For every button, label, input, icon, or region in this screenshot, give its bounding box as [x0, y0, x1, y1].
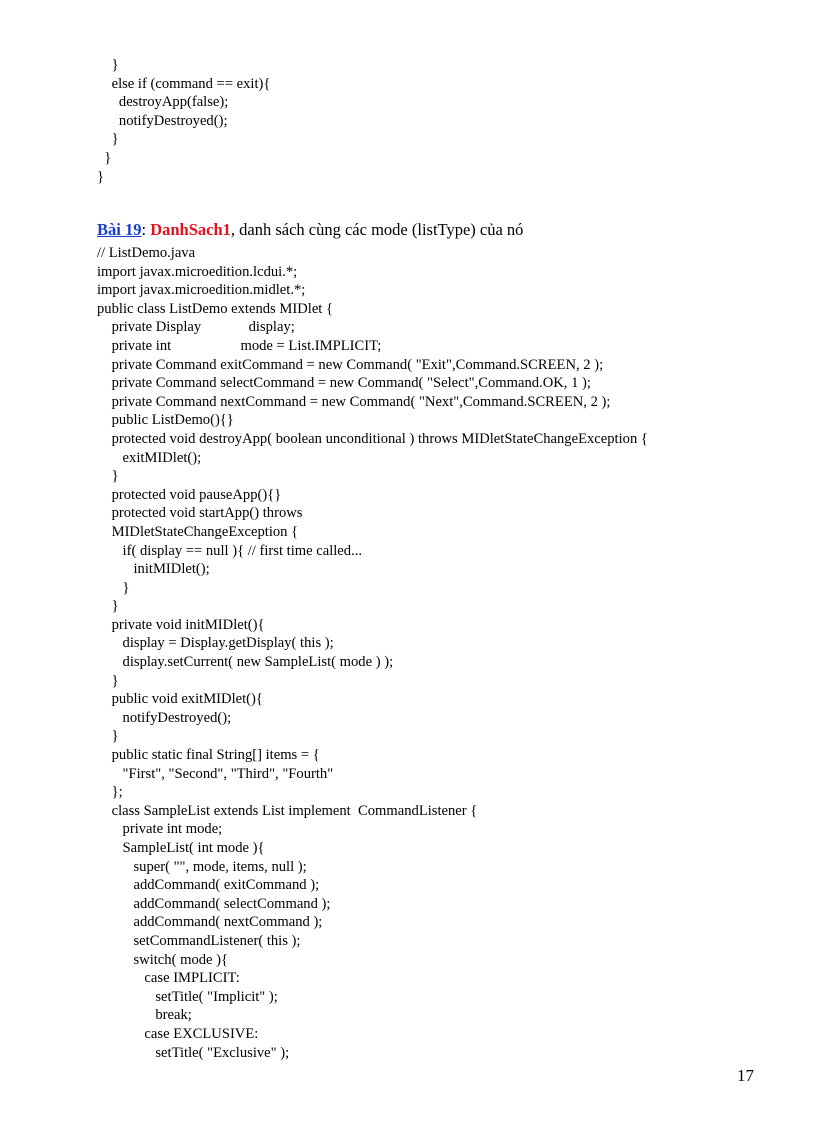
code-line: public class ListDemo extends MIDlet {: [97, 300, 334, 317]
code-line: import javax.microedition.lcdui.*;: [97, 263, 298, 280]
code-line: public ListDemo(){}: [97, 412, 234, 429]
exercise-number-link[interactable]: Bài 19: [97, 220, 142, 239]
code-line: exitMIDlet();: [97, 449, 202, 466]
page-number: 17: [737, 1066, 754, 1085]
code-line: }: [97, 131, 119, 148]
code-line: class SampleList extends List implement CommandListener {: [97, 802, 478, 819]
code-line: else if (command == exit){: [97, 75, 271, 92]
code-line: addCommand( exitCommand );: [97, 877, 320, 894]
code-line: public void exitMIDlet(){: [97, 691, 263, 708]
exercise-description: , danh sách cùng các mode (listType) của nó: [230, 220, 524, 239]
code-line: case IMPLICIT:: [97, 970, 240, 987]
code-line: }: [97, 57, 119, 73]
code-line: setCommandListener( this );: [97, 932, 301, 949]
code-line: }: [97, 149, 112, 166]
code-line: notifyDestroyed();: [97, 709, 232, 726]
code-line: case EXCLUSIVE:: [97, 1025, 259, 1042]
code-line: }: [97, 728, 119, 745]
code-line: SampleList( int mode ){: [97, 840, 265, 856]
code-line: setTitle( "Implicit" );: [97, 988, 278, 1005]
code-line: destroyApp(false);: [97, 94, 229, 111]
code-line: display.setCurrent( new SampleList( mode ) );: [97, 654, 394, 671]
code-line: protected void pauseApp(){}: [97, 486, 282, 503]
code-line: private int mode = List.IMPLICIT;: [97, 337, 382, 354]
code-line: "First", "Second", "Third", "Fourth": [97, 765, 334, 782]
code-line: private Command exitCommand = new Command( "Exit",Command.SCREEN, 2 );: [97, 356, 604, 373]
code-line: }: [97, 598, 119, 615]
code-line: switch( mode ){: [97, 951, 229, 968]
code-block-continuation: [97, 56, 270, 186]
code-line: }: [97, 672, 119, 689]
code-line: initMIDlet();: [97, 561, 210, 578]
code-line: public static final String[] items = {: [97, 747, 320, 764]
code-line: import javax.microedition.midlet.*;: [97, 282, 306, 299]
code-line: if( display == null ){ // first time called...: [97, 542, 363, 559]
exercise-name: DanhSach1: [150, 220, 231, 239]
code-line: private void initMIDlet(){: [97, 616, 265, 633]
code-line: private Command selectCommand = new Command( "Select",Command.OK, 1 );: [97, 375, 591, 392]
code-line: MIDletStateChangeException {: [97, 523, 299, 540]
exercise-heading: [97, 220, 523, 240]
code-line: break;: [97, 1007, 192, 1024]
code-line: setTitle( "Exclusive" );: [97, 1044, 290, 1061]
code-line: addCommand( nextCommand );: [97, 914, 323, 931]
code-line: protected void startApp() throws: [97, 505, 303, 522]
code-block-listdemo: [97, 244, 648, 1062]
code-line: private int mode;: [97, 821, 223, 838]
code-line: }: [97, 468, 119, 485]
code-line: super( "", mode, items, null );: [97, 858, 307, 875]
code-line: display = Display.getDisplay( this );: [97, 635, 334, 652]
code-line: };: [97, 784, 123, 801]
code-line: notifyDestroyed();: [97, 112, 228, 129]
heading-separator: :: [141, 220, 151, 239]
code-line: addCommand( selectCommand );: [97, 895, 331, 912]
code-line: // ListDemo.java: [97, 245, 196, 261]
code-line: }: [97, 168, 105, 185]
code-line: private Command nextCommand = new Command( "Next",Command.SCREEN, 2 );: [97, 393, 611, 410]
code-line: }: [97, 579, 130, 596]
code-line: private Display display;: [97, 319, 295, 336]
code-line: protected void destroyApp( boolean unconditional ) throws MIDletStateChangeException {: [97, 430, 648, 447]
